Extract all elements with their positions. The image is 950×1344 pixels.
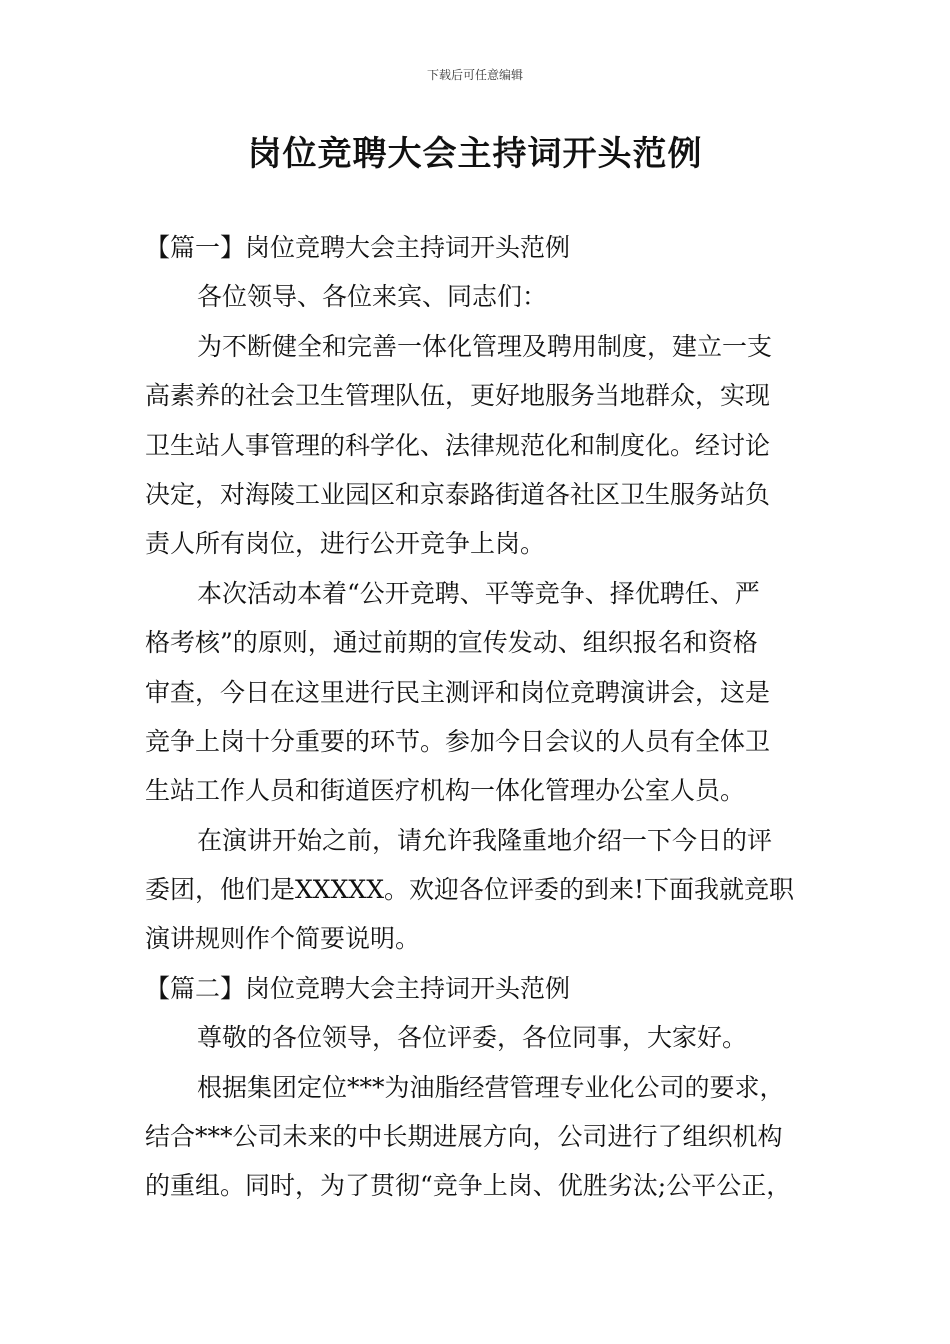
greeting-line: 尊敬的各位领导，各位评委，各位同事，大家好。 — [197, 1023, 748, 1053]
text-line: 本次活动本着“公开竞聘、平等竞争、择优聘任、严 — [197, 578, 760, 608]
text-line: 在演讲开始之前，请允许我隆重地介绍一下今日的评 — [197, 825, 773, 855]
text-line: 决定，对海陵工业园区和京泰路街道各社区卫生服务站负 — [145, 479, 771, 509]
text-line: 为不断健全和完善一体化管理及聘用制度，建立一支 — [197, 331, 773, 361]
text-line: 根据集团定位***为油脂经营管理专业化公司的要求， — [197, 1072, 785, 1102]
text-line: 卫生站人事管理的科学化、法律规范化和制度化。经讨论 — [145, 430, 771, 460]
section-heading-1: 【篇一】岗位竞聘大会主持词开头范例 — [145, 233, 571, 262]
text-line: 结合***公司未来的中长期进展方向，公司进行了组织机构 — [145, 1122, 783, 1152]
text-line: 审查，今日在这里进行民主测评和岗位竞聘演讲会，这是 — [145, 677, 771, 707]
text-line: 演讲规则作个简要说明。 — [145, 924, 421, 954]
text-line: 高素养的社会卫生管理队伍，更好地服务当地群众，实现 — [145, 381, 771, 411]
text-line: 竞争上岗十分重要的环节。参加今日会议的人员有全体卫 — [145, 726, 771, 756]
document-body — [145, 223, 810, 1211]
text-line: 委团，他们是XXXXX。欢迎各位评委的到来!下面我就竞职 — [145, 875, 795, 905]
text-line: 格考核”的原则，通过前期的宣传发动、组织报名和资格 — [145, 628, 758, 658]
text-line: 责人所有岗位，进行公开竞争上岗。 — [145, 529, 546, 559]
text-line: 的重组。同时，为了贯彻“竞争上岗、优胜劣汰;公平公正， — [145, 1171, 792, 1201]
text-line: 生站工作人员和街道医疗机构一体化管理办公室人员。 — [145, 776, 746, 806]
page-header-note: 下载后可任意编辑 — [426, 68, 523, 82]
greeting-line: 各位领导、各位来宾、同志们： — [197, 282, 548, 312]
section-heading-2: 【篇二】岗位竞聘大会主持词开头范例 — [145, 973, 571, 1003]
document-title: 岗位竞聘大会主持词开头范例 — [247, 134, 703, 174]
